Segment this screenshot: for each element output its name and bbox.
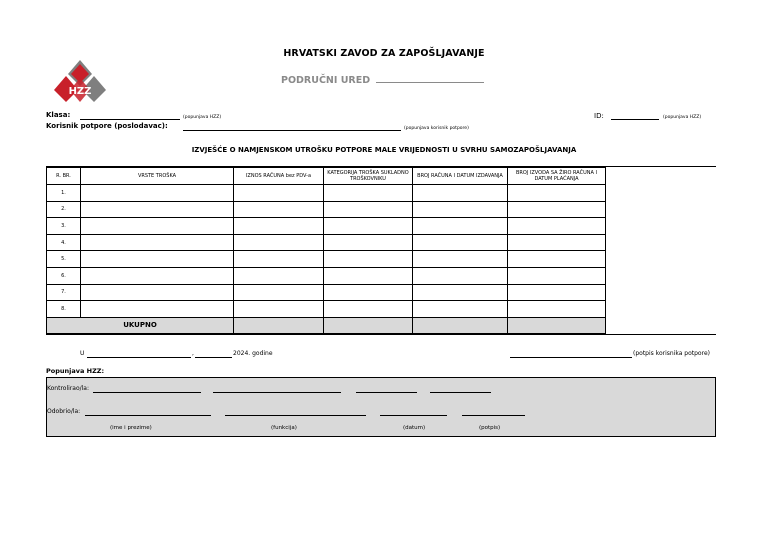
caption-function: (funkcija) xyxy=(271,425,297,431)
cell-vrste-troska[interactable] xyxy=(81,284,234,301)
row-number: 8. xyxy=(47,301,81,318)
cell-broj-racuna[interactable] xyxy=(413,234,508,251)
col-header-rbr: R. BR. xyxy=(47,168,81,185)
caption-date: (datum) xyxy=(403,425,426,431)
cell-broj-izvoda[interactable] xyxy=(508,251,606,268)
cell-broj-racuna[interactable] xyxy=(413,267,508,284)
total-label: UKUPNO xyxy=(47,317,234,333)
cell-broj-izvoda[interactable] xyxy=(508,267,606,284)
col-header-iznos: IZNOS RAČUNA bez PDV-a xyxy=(234,168,324,185)
cell-iznos[interactable] xyxy=(234,267,324,284)
caption-signature: (potpis) xyxy=(479,425,501,431)
table-row xyxy=(47,234,606,251)
controlled-label: Kontrolirao/la: xyxy=(47,385,90,392)
klasa-label: Klasa: xyxy=(46,111,71,119)
total-iznos[interactable] xyxy=(234,317,324,333)
place-field[interactable] xyxy=(87,357,191,358)
id-field[interactable] xyxy=(611,119,659,120)
table-row xyxy=(47,267,606,284)
korisnik-note: (popunjava korisnik potpore) xyxy=(404,126,469,131)
cell-kategorija[interactable] xyxy=(324,234,413,251)
controlled-function-field[interactable] xyxy=(213,392,341,393)
total-grey-cell xyxy=(324,317,413,333)
caption-name: (ime i prezime) xyxy=(110,425,152,431)
row-number: 3. xyxy=(47,218,81,235)
approved-function-field[interactable] xyxy=(225,415,366,416)
cell-broj-racuna[interactable] xyxy=(413,218,508,235)
cell-broj-racuna[interactable] xyxy=(413,301,508,318)
cell-iznos[interactable] xyxy=(234,284,324,301)
table-row xyxy=(47,218,606,235)
office-label-text: PODRUČNI URED xyxy=(281,75,371,86)
office-label xyxy=(281,73,484,86)
col-header-broj-racuna: BROJ RAČUNA I DATUM IZDAVANJA xyxy=(413,168,508,185)
id-note: (popunjava HZZ) xyxy=(663,115,702,120)
hzz-logo-icon xyxy=(54,60,106,104)
col-header-kategorija: KATEGORIJA TROŠKA SUKLADNO TROŠKOVNIKU xyxy=(324,168,413,185)
controlled-name-field[interactable] xyxy=(93,392,201,393)
cell-vrste-troska[interactable] xyxy=(81,201,234,218)
cell-vrste-troska[interactable] xyxy=(81,234,234,251)
date-field[interactable] xyxy=(195,357,232,358)
table-row xyxy=(47,284,606,301)
cell-kategorija[interactable] xyxy=(324,284,413,301)
hzz-section-title: Popunjava HZZ: xyxy=(46,367,105,375)
cell-vrste-troska[interactable] xyxy=(81,267,234,284)
cell-broj-izvoda[interactable] xyxy=(508,218,606,235)
row-number: 2. xyxy=(47,201,81,218)
cell-vrste-troska[interactable] xyxy=(81,218,234,235)
col-header-broj-izvoda: BROJ IZVODA SA ŽIRO RAČUNA I DATUM PLAĆANJA xyxy=(508,168,606,185)
cell-kategorija[interactable] xyxy=(324,301,413,318)
cell-iznos[interactable] xyxy=(234,234,324,251)
cell-iznos[interactable] xyxy=(234,218,324,235)
klasa-note: (popunjava HZZ) xyxy=(183,115,222,120)
logo-text: HZZ xyxy=(68,86,92,97)
row-number: 4. xyxy=(47,234,81,251)
controlled-signature-field[interactable] xyxy=(430,392,491,393)
controlled-date-field[interactable] xyxy=(356,392,417,393)
table-row xyxy=(47,251,606,268)
cell-kategorija[interactable] xyxy=(324,218,413,235)
cell-iznos[interactable] xyxy=(234,201,324,218)
cell-broj-racuna[interactable] xyxy=(413,201,508,218)
cell-broj-izvoda[interactable] xyxy=(508,201,606,218)
table-bottom-rule xyxy=(46,334,716,335)
approved-signature-field[interactable] xyxy=(462,415,525,416)
cell-broj-izvoda[interactable] xyxy=(508,234,606,251)
office-field-line[interactable] xyxy=(376,73,484,83)
table-row xyxy=(47,301,606,318)
klasa-field[interactable] xyxy=(80,119,180,120)
cell-kategorija[interactable] xyxy=(324,185,413,202)
col-header-vrste-troska: VRSTE TROŠKA xyxy=(81,168,234,185)
table-header-row xyxy=(47,168,606,185)
row-number: 1. xyxy=(47,185,81,202)
cell-kategorija[interactable] xyxy=(324,251,413,268)
signature-field[interactable] xyxy=(510,357,632,358)
cell-broj-izvoda[interactable] xyxy=(508,284,606,301)
cell-broj-racuna[interactable] xyxy=(413,284,508,301)
place-prefix: U xyxy=(80,350,85,357)
row-number: 5. xyxy=(47,251,81,268)
signature-note: (potpis korisnika potpore) xyxy=(633,350,710,357)
cell-broj-racuna[interactable] xyxy=(413,251,508,268)
expense-table xyxy=(46,167,606,334)
year-text: 2024. godine xyxy=(233,350,273,357)
row-number: 7. xyxy=(47,284,81,301)
hzz-logo xyxy=(54,60,106,104)
comma: , xyxy=(192,350,194,357)
cell-broj-izvoda[interactable] xyxy=(508,301,606,318)
cell-iznos[interactable] xyxy=(234,251,324,268)
table-row xyxy=(47,185,606,202)
cell-vrste-troska[interactable] xyxy=(81,301,234,318)
approved-date-field[interactable] xyxy=(380,415,447,416)
total-row xyxy=(47,317,606,333)
cell-broj-racuna[interactable] xyxy=(413,185,508,202)
cell-kategorija[interactable] xyxy=(324,267,413,284)
table-row xyxy=(47,201,606,218)
id-label: ID: xyxy=(594,112,604,120)
cell-iznos[interactable] xyxy=(234,301,324,318)
cell-vrste-troska[interactable] xyxy=(81,251,234,268)
cell-iznos[interactable] xyxy=(234,185,324,202)
cell-vrste-troska[interactable] xyxy=(81,185,234,202)
korisnik-field[interactable] xyxy=(183,130,401,131)
row-number: 6. xyxy=(47,267,81,284)
cell-kategorija[interactable] xyxy=(324,201,413,218)
approved-label: Odobrio/la: xyxy=(47,408,81,415)
organization-title: HRVATSKI ZAVOD ZA ZAPOŠLJAVANJE xyxy=(283,48,485,59)
total-grey-cell xyxy=(413,317,508,333)
korisnik-label: Korisnik potpore (poslodavac): xyxy=(46,122,168,130)
total-grey-cell xyxy=(508,317,606,333)
report-title: IZVJEŠĆE O NAMJENSKOM UTROŠKU POTPORE MALE VRIJEDNOSTI U SVRHU SAMOZAPOŠLJAVANJA xyxy=(191,146,577,154)
cell-broj-izvoda[interactable] xyxy=(508,185,606,202)
approved-name-field[interactable] xyxy=(85,415,211,416)
